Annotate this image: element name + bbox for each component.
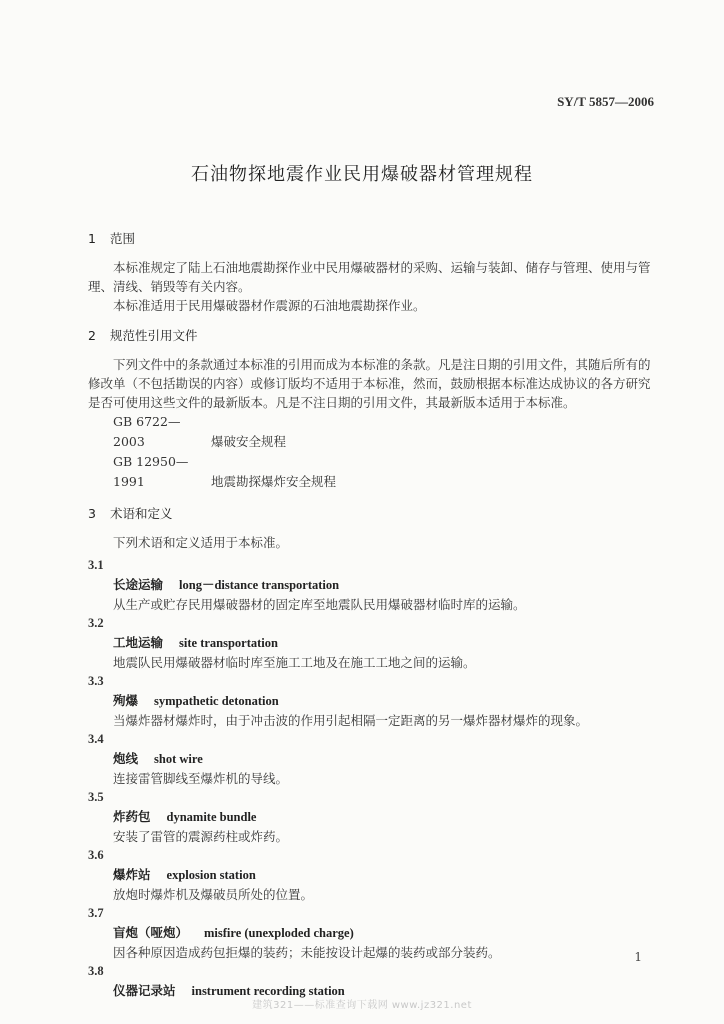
term-name <box>88 807 658 827</box>
term-entry <box>88 730 658 788</box>
paragraph: 本标准规定了陆上石油地震勘探作业中民用爆破器材的采购、运输与装卸、储存与管理、使用与管理、清线、销毁等有关内容。 <box>88 260 651 294</box>
document-code: SY/T 5857—2006 <box>557 94 654 109</box>
term-zh: 长途运输 <box>113 577 164 592</box>
term-entry <box>88 846 658 904</box>
term-entry <box>88 672 658 730</box>
term-definition: 从生产或贮存民用爆破器材的固定库至地震队民用爆破器材临时库的运输。 <box>113 597 526 612</box>
term-entry <box>88 614 658 672</box>
term-number: 3.5 <box>88 790 104 804</box>
reference-item <box>88 452 658 492</box>
term-en: shot wire <box>154 752 203 766</box>
term-definition: 因各种原因造成药包拒爆的装药；未能按设计起爆的装药或部分装药。 <box>113 945 501 960</box>
paragraph: 下列文件中的条款通过本标准的引用而成为本标准的条款。凡是注日期的引用文件，其随后所有的修改单（不包括勘误的内容）或修订版均不适用于本标准，然而，鼓励根据本标准达成协议的各方研究是否可使用这些文件的最新版本。凡是不注日期的引用文件，其最新版本适用于本标准。 <box>88 357 651 410</box>
term-name <box>88 865 658 885</box>
term-definition: 连接雷管脚线至爆炸机的导线。 <box>113 771 289 786</box>
document-body <box>88 229 658 1001</box>
reference-code: GB 6722—2003 <box>113 414 181 449</box>
term-en: sympathetic detonation <box>154 694 279 708</box>
term-zh: 殉爆 <box>113 693 139 708</box>
term-definition: 地震队民用爆破器材临时库至施工工地及在施工工地之间的运输。 <box>113 655 476 670</box>
term-number: 3.3 <box>88 674 104 688</box>
paragraph: 本标准适用于民用爆破器材作震源的石油地震勘探作业。 <box>113 298 426 313</box>
term-zh: 炸药包 <box>113 809 151 824</box>
section-number: 3 <box>88 506 96 521</box>
term-name <box>88 633 658 653</box>
section-title: 规范性引用文件 <box>110 328 198 343</box>
section-title: 术语和定义 <box>110 506 173 521</box>
paragraph: 下列术语和定义适用于本标准。 <box>113 535 289 550</box>
reference-code: GB 12950—1991 <box>113 454 189 489</box>
term-name <box>88 749 658 769</box>
section-title: 范围 <box>110 231 136 246</box>
document-title: 石油物探地震作业民用爆破器材管理规程 <box>191 164 533 185</box>
reference-title: 地震勘探爆炸安全规程 <box>211 474 337 489</box>
term-number: 3.4 <box>88 732 104 746</box>
term-zh: 炮线 <box>113 751 139 766</box>
term-number: 3.6 <box>88 848 104 862</box>
term-number: 3.7 <box>88 906 104 920</box>
term-en: explosion station <box>166 868 256 882</box>
term-en: long－distance transportation <box>179 578 340 592</box>
term-entry <box>88 788 658 846</box>
term-entry <box>88 556 658 614</box>
term-name <box>88 923 658 943</box>
page-number: 1 <box>634 950 642 964</box>
term-definition: 安装了雷管的震源药柱或炸药。 <box>113 829 289 844</box>
section-heading <box>88 229 658 249</box>
section-number: 1 <box>88 231 96 246</box>
section-heading <box>88 326 658 346</box>
section-heading <box>88 504 658 524</box>
section-number: 2 <box>88 328 96 343</box>
term-zh: 爆炸站 <box>113 867 151 882</box>
reference-item <box>88 412 658 452</box>
term-entry <box>88 904 658 962</box>
term-zh: 盲炮（哑炮） <box>113 925 189 940</box>
term-zh: 工地运输 <box>113 635 164 650</box>
term-number: 3.2 <box>88 616 104 630</box>
term-definition: 放炮时爆炸机及爆破员所处的位置。 <box>113 887 314 902</box>
term-definition: 当爆炸器材爆炸时，由于冲击波的作用引起相隔一定距离的另一爆炸器材爆炸的现象。 <box>113 713 589 728</box>
term-name <box>88 575 658 595</box>
term-name <box>88 691 658 711</box>
term-number: 3.1 <box>88 558 104 572</box>
term-en: instrument recording station <box>191 984 345 998</box>
term-number: 3.8 <box>88 964 104 978</box>
watermark-footer: 建筑321——标准查询下载网 www.jz321.net <box>252 1000 472 1011</box>
term-en: site transportation <box>179 636 278 650</box>
term-en: misfire (unexploded charge) <box>204 926 354 940</box>
reference-title: 爆破安全规程 <box>211 434 287 449</box>
term-en: dynamite bundle <box>166 810 257 824</box>
term-zh: 仪器记录站 <box>113 983 176 998</box>
